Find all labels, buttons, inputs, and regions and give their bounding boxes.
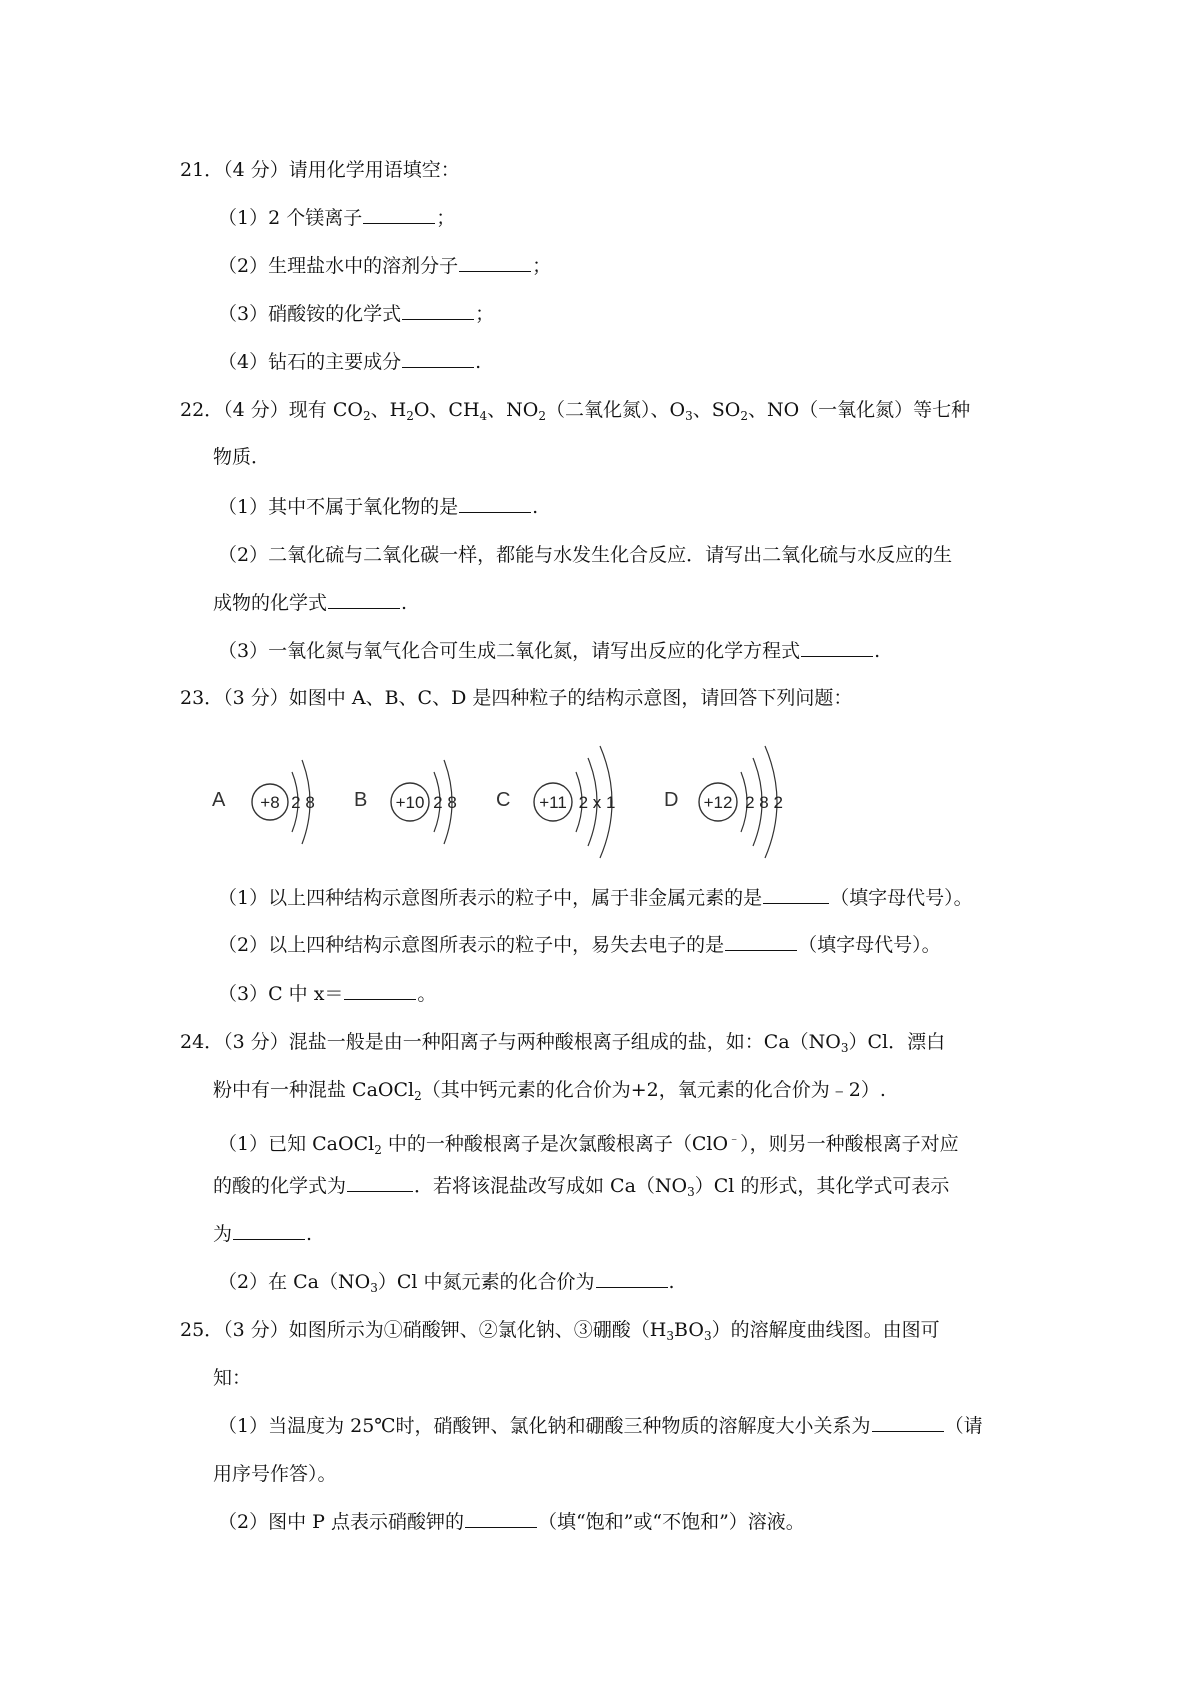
answer-blank[interactable] — [402, 353, 474, 368]
q21-sub2-text: （2）生理盐水中的溶剂分子 — [218, 255, 459, 277]
q25-text: （1）当温度为 25℃时，硝酸钾、氯化钠和硼酸三种物质的溶解度大小关系为 — [218, 1415, 871, 1437]
q22-sub3-text: （3）一氧化氮与氧气化合可生成二氧化氮，请写出反应的化学方程式 — [218, 640, 801, 662]
q23-stem: 23．（3 分）如图中 A、B、C、D 是四种粒子的结构示意图，请回答下列问题： — [180, 687, 853, 709]
q22-sub2-end: . — [401, 592, 408, 614]
atom-b — [354, 760, 457, 844]
q21-sub1-text: （1）2 个镁离子 — [218, 207, 363, 229]
q24-stem-cont — [213, 1078, 886, 1108]
q22-text: （二氧化氮）、O — [546, 399, 686, 421]
q22-sub3 — [218, 639, 880, 663]
nucleus-charge: +11 — [539, 793, 567, 812]
subscript: 2 — [406, 409, 414, 423]
atom-c — [496, 746, 615, 858]
q21-sub2 — [218, 254, 551, 278]
q21-sub1 — [218, 206, 455, 230]
q24-text: 中的一种酸根离子是次氯酸根离子（ClO — [381, 1133, 729, 1155]
q23-sub2-end: （填字母代号）。 — [798, 934, 941, 956]
answer-blank[interactable] — [344, 985, 416, 1000]
q21-sub3 — [218, 302, 494, 326]
q25-text: （请 — [944, 1415, 983, 1437]
q24-text: （其中钙元素的化合价为+2，氧元素的化合价为﹣2）. — [421, 1079, 886, 1101]
q22-sub3-end: . — [874, 640, 881, 662]
q23-sub2 — [218, 933, 941, 957]
subscript: 2 — [362, 409, 371, 423]
electron-config: 2 x 1 — [578, 793, 616, 812]
electron-config: 2 8 — [433, 793, 457, 812]
q22-sub1 — [218, 495, 538, 519]
electron-config: 2 8 — [291, 793, 315, 812]
answer-blank[interactable] — [347, 1177, 413, 1192]
q25-sub2 — [218, 1510, 805, 1534]
answer-blank[interactable] — [233, 1225, 305, 1240]
q21-stem: 21．（4 分）请用化学用语填空： — [180, 159, 460, 181]
q21-sub4-end: . — [475, 351, 482, 373]
atom-label: C — [496, 789, 511, 811]
answer-blank[interactable] — [763, 889, 829, 904]
q24-text: ）Cl．漂白 — [848, 1031, 946, 1053]
answer-blank[interactable] — [596, 1273, 668, 1288]
q24-sub1 — [218, 1126, 959, 1162]
atom-structure-diagram — [200, 738, 840, 868]
subscript: 2 — [740, 409, 748, 423]
q21-sub2-end: ； — [532, 255, 552, 277]
q24-sub2 — [218, 1270, 675, 1300]
atom-a — [212, 760, 315, 844]
q25-sub1-cont: 用序号作答）。 — [213, 1463, 337, 1485]
superscript: ﹣ — [728, 1131, 741, 1145]
subscript: 3 — [840, 1041, 849, 1055]
subscript: 3 — [370, 1281, 378, 1295]
q22-sub2-cont — [213, 591, 407, 615]
q24-text: ）Cl 中氮元素的化合价为 — [377, 1271, 595, 1293]
q21-sub4 — [218, 350, 481, 374]
q25-sub1 — [218, 1414, 983, 1438]
q22-sub2: （2）二氧化硫与二氧化碳一样，都能与水发生化合反应．请写出二氧化硫与水反应的生 — [218, 544, 953, 566]
subscript: 3 — [666, 1329, 675, 1343]
answer-blank[interactable] — [465, 1513, 537, 1528]
q24-text: ）Cl 的形式，其化学式可表示 — [694, 1175, 950, 1197]
q25-text: ）的溶解度曲线图。由图可 — [711, 1319, 940, 1341]
q21-sub3-end: ； — [475, 303, 495, 325]
q25-text: BO — [674, 1319, 704, 1341]
atom-d — [664, 746, 783, 858]
electron-config: 2 8 2 — [745, 793, 783, 812]
answer-blank[interactable] — [459, 257, 531, 272]
q22-text: 、NO — [487, 399, 539, 421]
nucleus-charge: +12 — [703, 793, 733, 812]
q24-text: 粉中有一种混盐 CaOCl — [213, 1079, 415, 1101]
q22-sub1-end: . — [532, 496, 539, 518]
subscript: 2 — [538, 409, 546, 423]
q24-text: ），则另一种酸根离子对应 — [740, 1133, 959, 1155]
q22-sub1-text: （1）其中不属于氧化物的是 — [218, 496, 459, 518]
q25-stem-cont: 知： — [213, 1367, 252, 1389]
q24-text: . — [668, 1271, 675, 1293]
answer-blank[interactable] — [402, 305, 474, 320]
q25-text: 25．（3 分）如图所示为①硝酸钾、②氯化钠、③硼酸（H — [180, 1319, 667, 1341]
q24-sub1-cont — [213, 1174, 949, 1204]
subscript: 2 — [374, 1143, 382, 1157]
q23-sub3-text: （3）C 中 x＝ — [218, 983, 344, 1005]
nucleus-charge: +10 — [395, 793, 425, 812]
q23-sub2-text: （2）以上四种结构示意图所表示的粒子中，易失去电子的是 — [218, 934, 725, 956]
subscript: 3 — [685, 409, 693, 423]
q23-sub1 — [218, 886, 973, 910]
q21-sub4-text: （4）钻石的主要成分 — [218, 351, 402, 373]
q24-text: 为 — [213, 1223, 233, 1245]
subscript: 3 — [703, 1329, 712, 1343]
answer-blank[interactable] — [801, 642, 873, 657]
q22-sub2-text: 成物的化学式 — [213, 592, 328, 614]
answer-blank[interactable] — [725, 936, 797, 951]
answer-blank[interactable] — [328, 594, 400, 609]
q25-text: （填“饱和”或“不饱和”）溶液。 — [537, 1511, 805, 1533]
q23-sub1-end: （填字母代号）。 — [830, 887, 973, 909]
q24-stem — [180, 1030, 945, 1060]
subscript: 4 — [479, 409, 488, 423]
subscript: 3 — [687, 1185, 695, 1199]
q24-sub1-cont2 — [213, 1222, 312, 1246]
answer-blank[interactable] — [363, 209, 435, 224]
q24-text: ．若将该混盐改写成如 Ca（NO — [414, 1175, 688, 1197]
q22-text: 、SO — [692, 399, 741, 421]
q21-sub3-text: （3）硝酸铵的化学式 — [218, 303, 402, 325]
q24-text: （2）在 Ca（NO — [218, 1271, 371, 1293]
atom-label: A — [212, 789, 226, 811]
answer-blank[interactable] — [872, 1417, 944, 1432]
q22-text: 22．（4 分）现有 CO — [180, 399, 363, 421]
q24-text: 的酸的化学式为 — [213, 1175, 347, 1197]
q22-text: O、CH — [413, 399, 480, 421]
q23-sub3 — [218, 982, 436, 1006]
atom-label: D — [664, 789, 679, 811]
q22-text: 、H — [370, 399, 407, 421]
q22-stem-cont: 物质． — [213, 446, 271, 468]
q25-stem — [180, 1318, 940, 1348]
q24-text: （1）已知 CaOCl — [218, 1133, 375, 1155]
q24-text: . — [306, 1223, 313, 1245]
q22-text: 、NO（一氧化氮）等七种 — [747, 399, 971, 421]
q21-sub1-end: ； — [436, 207, 456, 229]
q25-text: （2）图中 P 点表示硝酸钾的 — [218, 1511, 464, 1533]
answer-blank[interactable] — [459, 498, 531, 513]
subscript: 2 — [414, 1089, 422, 1103]
q23-sub1-text: （1）以上四种结构示意图所表示的粒子中，属于非金属元素的是 — [218, 887, 763, 909]
q23-sub3-end: 。 — [417, 983, 437, 1005]
q22-stem — [180, 398, 970, 428]
atom-label: B — [354, 789, 368, 811]
q24-text: 24．（3 分）混盐一般是由一种阳离子与两种酸根离子组成的盐，如：Ca（NO — [180, 1031, 841, 1053]
nucleus-charge: +8 — [260, 793, 280, 812]
